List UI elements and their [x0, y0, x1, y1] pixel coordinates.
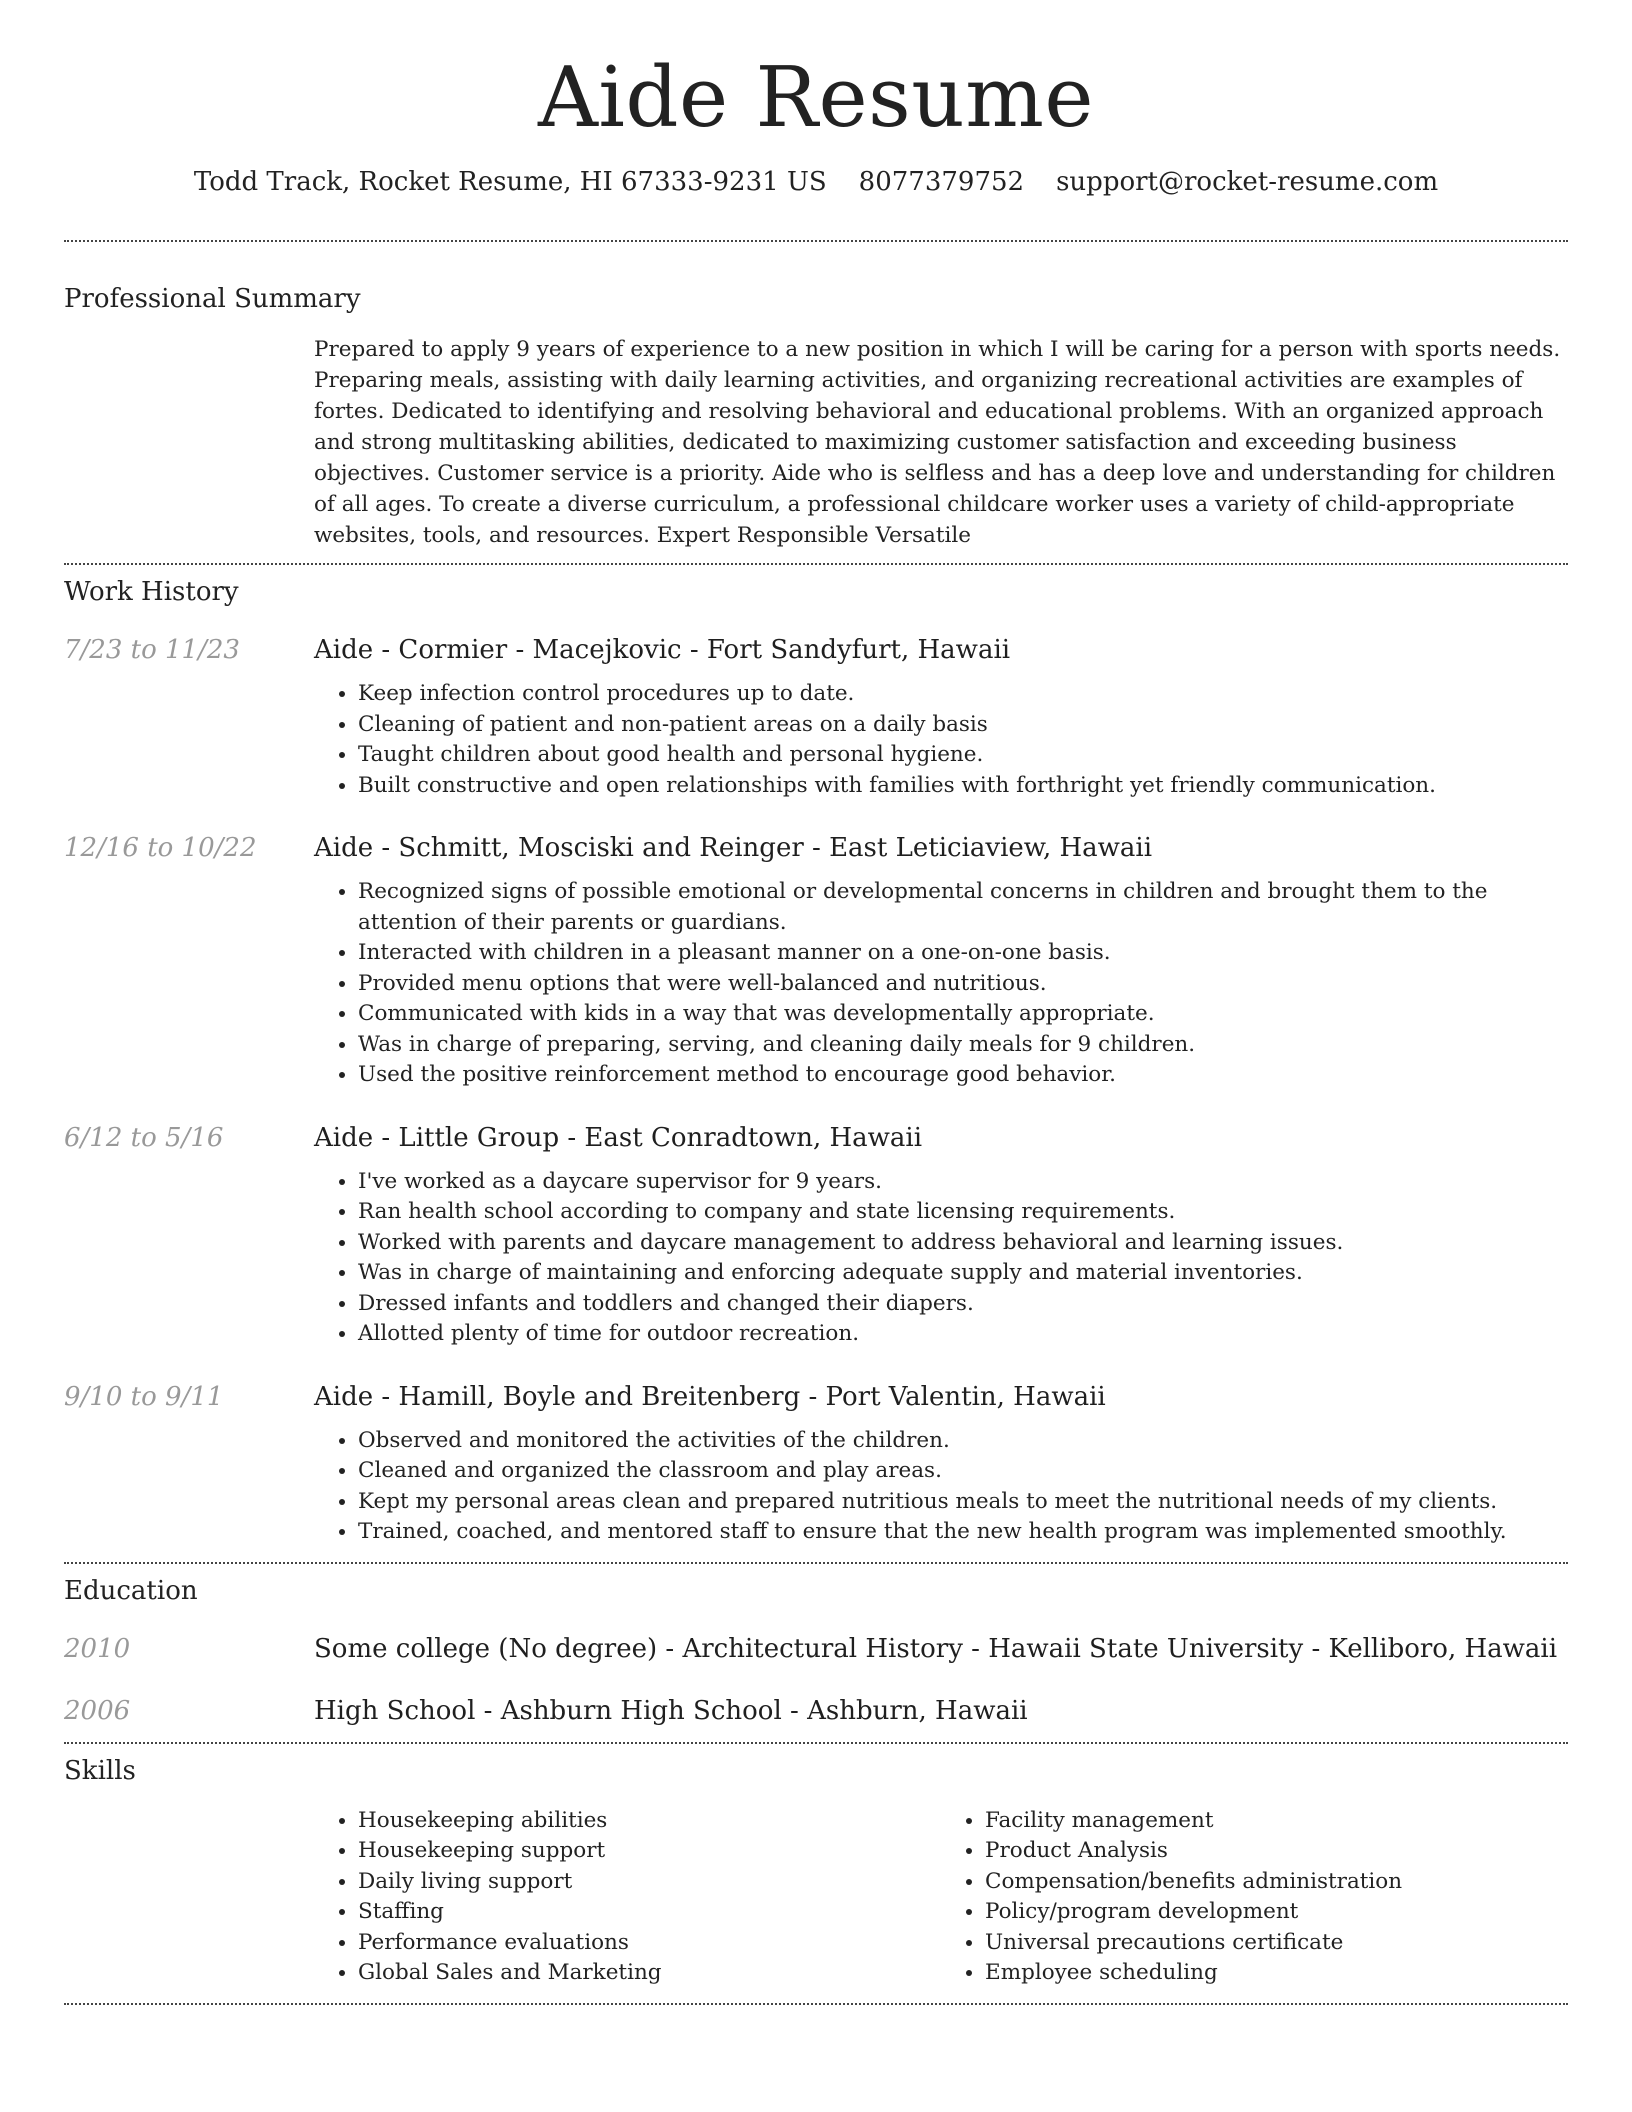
skill-item: • Performance evaluations — [358, 1928, 941, 1959]
education-heading: Education — [64, 1575, 198, 1606]
contact-line — [0, 167, 1632, 197]
skill-item: • Facility management — [985, 1806, 1568, 1837]
skills-columns — [314, 1806, 1568, 1989]
resume-header — [0, 0, 1632, 197]
education-year: 2006 — [64, 1695, 131, 1726]
job-bullet: • Allotted plenty of time for outdoor recreation. — [358, 1319, 1568, 1350]
job-bullet: • Observed and monitored the activities of the children. — [358, 1426, 1568, 1457]
job-bullet: • Built constructive and open relationships with families with forthright yet friendly communication. — [358, 771, 1568, 802]
skill-item: • Employee scheduling — [985, 1958, 1568, 1989]
section-divider — [64, 2003, 1568, 2005]
contact-phone: 8077379752 — [858, 167, 1025, 198]
job-heading: Aide - Hamill, Boyle and Breitenberg - Port Valentin, Hawaii — [314, 1381, 1106, 1412]
job-bullets — [314, 1167, 1568, 1350]
education-text: High School - Ashburn High School - Ashburn, Hawaii — [314, 1695, 1028, 1726]
education-entry — [64, 1696, 1568, 1726]
education-year: 2010 — [64, 1633, 131, 1664]
job-bullet: • Communicated with kids in a way that was developmentally appropriate. — [358, 999, 1568, 1030]
job-heading: Aide - Schmitt, Mosciski and Reinger - East Leticiaview, Hawaii — [314, 833, 1153, 863]
skill-item: • Staffing — [358, 1897, 941, 1928]
job-dates: 12/16 to 10/22 — [64, 833, 257, 863]
resume-content — [64, 240, 1568, 2005]
skill-item: • Global Sales and Marketing — [358, 1958, 941, 1989]
job-entry — [64, 1123, 1568, 1350]
job-bullet: • Cleaning of patient and non-patient areas on a daily basis — [358, 710, 1568, 741]
education-text: Some college (No degree) - Architectural History - Hawaii State University - Kelliboro, Hawaii — [314, 1633, 1558, 1664]
skill-item: • Daily living support — [358, 1867, 941, 1898]
resume-title: Aide Resume — [537, 49, 1095, 146]
job-bullets — [314, 1426, 1568, 1548]
job-bullet: • Trained, coached, and mentored staff to ensure that the new health program was implemented smoothly. — [358, 1517, 1568, 1548]
summary-heading: Professional Summary — [64, 284, 361, 314]
job-dates: 9/10 to 9/11 — [64, 1381, 224, 1412]
skill-item: • Universal precautions certificate — [985, 1928, 1568, 1959]
job-bullet: • Interacted with children in a pleasant manner on a one-on-one basis. — [358, 938, 1568, 969]
contact-address: Todd Track, Rocket Resume, HI 67333-9231 US — [193, 167, 827, 198]
job-bullet: • Used the positive reinforcement method to encourage good behavior. — [358, 1060, 1568, 1091]
skills-list-left — [314, 1806, 941, 1989]
skills-heading: Skills — [64, 1755, 136, 1786]
job-bullet: • Was in charge of maintaining and enforcing adequate supply and material inventories. — [358, 1258, 1568, 1289]
job-bullet: • Was in charge of preparing, serving, and cleaning daily meals for 9 children. — [358, 1030, 1568, 1061]
job-bullet: • Cleaned and organized the classroom and play areas. — [358, 1456, 1568, 1487]
contact-email: support@rocket-resume.com — [1056, 167, 1439, 198]
job-heading: Aide - Little Group - East Conradtown, Hawaii — [314, 1122, 923, 1153]
skill-item: • Compensation/benefits administration — [985, 1867, 1568, 1898]
job-bullet: • Provided menu options that were well-balanced and nutritious. — [358, 969, 1568, 1000]
skill-item: • Housekeeping abilities — [358, 1806, 941, 1837]
job-bullet: • I've worked as a daycare supervisor for 9 years. — [358, 1167, 1568, 1198]
job-dates: 6/12 to 5/16 — [64, 1122, 224, 1153]
skills-list-right — [941, 1806, 1568, 1989]
work-history-heading: Work History — [64, 577, 239, 607]
skill-item: • Policy/program development — [985, 1897, 1568, 1928]
job-entry — [64, 635, 1568, 801]
skill-item: • Product Analysis — [985, 1836, 1568, 1867]
education-entry — [64, 1634, 1568, 1664]
job-bullet: • Recognized signs of possible emotional or developmental concerns in children and brought them to the attention of their parents or guardians. — [358, 877, 1568, 938]
job-bullet: • Dressed infants and toddlers and changed their diapers. — [358, 1289, 1568, 1320]
job-bullet: • Worked with parents and daycare management to address behavioral and learning issues. — [358, 1228, 1568, 1259]
summary-text: Prepared to apply 9 years of experience to a new position in which I will be caring for a person with sports needs. Preparing meals, assisting with daily learning activities, and organizing recreational activities are examples of fortes. Dedicated to identifying and resolving behavioral and educational problems. With an organized approach and strong multitasking abilities, dedicated to maximizing customer satisfaction and exceeding business objectives. Customer service is a priority. Aide who is selfless and has a deep love and understanding for children of all ages. To create a diverse curriculum, a professional childcare worker uses a variety of child-appropriate websites, tools, and resources. Expert Responsible Versatile — [314, 337, 1561, 548]
summary-section — [64, 242, 1568, 551]
job-heading: Aide - Cormier - Macejkovic - Fort Sandyfurt, Hawaii — [314, 635, 1011, 665]
job-bullet: • Taught children about good health and personal hygiene. — [358, 740, 1568, 771]
job-entry — [64, 833, 1568, 1091]
education-section — [64, 1564, 1568, 1726]
job-entry — [64, 1382, 1568, 1548]
skill-item: • Housekeeping support — [358, 1836, 941, 1867]
skills-section — [64, 1744, 1568, 1989]
job-bullet: • Ran health school according to company and state licensing requirements. — [358, 1197, 1568, 1228]
job-bullet: • Kept my personal areas clean and prepared nutritious meals to meet the nutritional needs of my clients. — [358, 1487, 1568, 1518]
job-bullet: • Keep infection control procedures up to date. — [358, 679, 1568, 710]
job-bullets — [314, 679, 1568, 801]
job-dates: 7/23 to 11/23 — [64, 635, 240, 665]
work-history-section — [64, 565, 1568, 1548]
job-bullets — [314, 877, 1568, 1091]
